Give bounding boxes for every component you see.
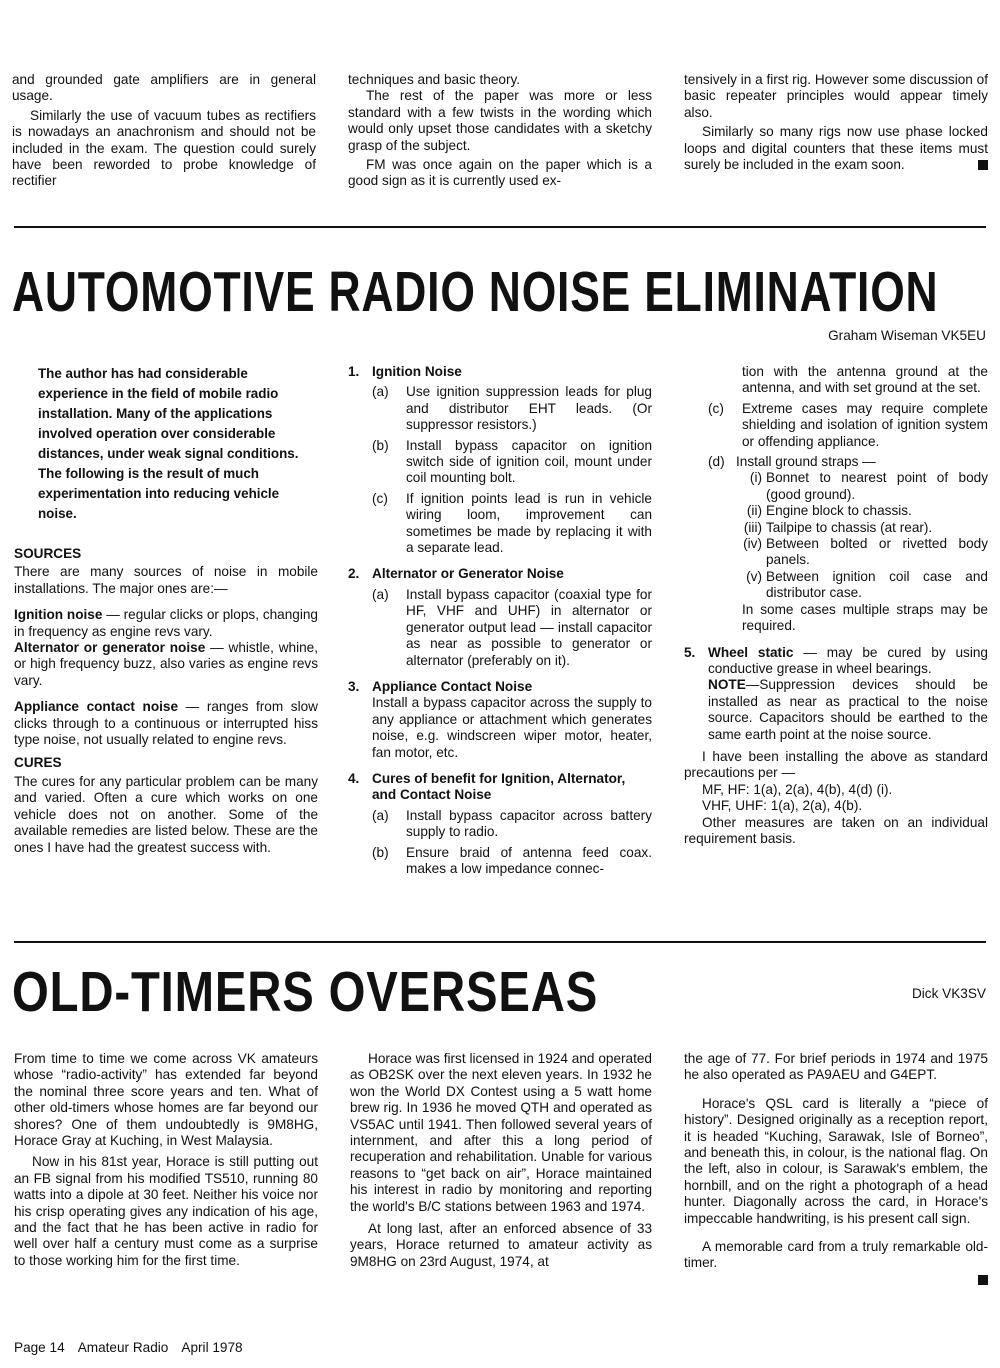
- article1-column-3: [684, 364, 988, 847]
- ground-strap-item: (ii) Engine block to chassis.: [746, 503, 912, 519]
- paragraph: Horace was first licensed in 1924 and operated as OB2SK over the next eleven years. In 1932 he won the World DX Contest using a 5 watt home brew rig. In 1936 he moved QTH and operated as VS5AC until 1941. Then followed several years of internment, and after this a long period of recuperation and rehabilitation. Unable for various reasons to “get back on air”, Horace maintained his interest in radio by monitoring and reporting the world's B/C stations between 1963 and 1974.: [350, 1051, 652, 1214]
- top-column-3: [684, 72, 988, 173]
- cure-item-4b-continued: tion with the antenna ground at the antenna, and with set ground at the set.: [742, 364, 988, 396]
- article-intro: The author has had considerable experience in the field of mobile radio installation. Many of the applications involved operation over considerable distances, under weak signal conditions. The following is the result of much experimentation into reducing vehicle noise.: [38, 366, 299, 521]
- ground-strap-list: [684, 470, 988, 601]
- definition: — ranges from slow clicks through to a continuous or interrupted hiss type noise, not usually related to engine revs.: [14, 699, 318, 748]
- article-byline: Dick VK3SV: [911, 986, 986, 1001]
- definition: — regular clicks or plops, changing in frequency as engine revs vary.: [14, 607, 318, 639]
- paragraph: At long last, after an enforced absence of 33 years, Horace returned to amateur activity as 9M8HG on 23rd August, 1974, at: [350, 1221, 652, 1269]
- paragraph: Other measures are taken on an individual requirement basis.: [684, 814, 988, 846]
- section-divider: [14, 941, 986, 943]
- precaution-line-vhf-uhf: VHF, UHF: 1(a), 2(a), 4(b).: [702, 798, 863, 814]
- article2-column-1: [14, 1051, 318, 1269]
- paragraph-text: Similarly so many rigs now use phase locked loops and digital counters that these items must surely be included in the exam soon.: [684, 124, 988, 173]
- cure-item-4c: (c) Extreme cases may require complete shielding and isolation of ignition system or offending appliance.: [708, 400, 988, 449]
- paragraph: The cures for any particular problem can be many and varied. Often a cure which works on one vehicle does not on another. Some of the available remedies are listed below. These are the ones I have had the greatest success with.: [14, 773, 318, 855]
- issue-date: April 1978: [181, 1340, 243, 1355]
- term: Appliance contact noise: [14, 699, 179, 715]
- cure-item-2-heading: 2. Alternator or Generator Noise: [348, 566, 564, 582]
- paragraph: From time to time we come across VK amateurs whose “radio-activity” has extended far beyond the nominal three score years and ten. What of other old-timers whose homes are far beyond our shores? One of them undoubtedly is 9M8HG, Horace Gray at Kuching, in West Malaysia.: [14, 1051, 318, 1149]
- paragraph: [684, 1239, 988, 1272]
- definition: — whistle, whine, or high frequency buzz, also varies as engine revs vary.: [14, 640, 318, 688]
- cure-item-4b: (b) Ensure braid of antenna feed coax. makes a low impedance connec-: [372, 844, 652, 876]
- top-column-1: [12, 72, 316, 190]
- section-divider: [14, 226, 986, 228]
- end-of-article-mark: [978, 160, 988, 170]
- term: Alternator or generator noise: [14, 640, 206, 656]
- paragraph: There are many sources of noise in mobile installations. The major ones are:—: [14, 564, 318, 596]
- paragraph: Now in his 81st year, Horace is still putting out an FB signal from his modified TS510, running 80 watts into a dipole at 30 feet. Neither his voice nor his crisp operating gives any indication of his age, and the fact that he has been active in radio for well over half a century must come as a surprise to those working him for the first time.: [14, 1154, 318, 1268]
- noise-definition-ignition: [14, 607, 318, 640]
- article-title: OLD-TIMERS OVERSEAS: [12, 960, 599, 1024]
- paragraph: Similarly the use of vacuum tubes as rectifiers is nowadays an anachronism and should not be included in the exam. The question could surely have been reworded to probe knowledge of rectifier: [12, 107, 316, 189]
- page-footer: [14, 1340, 253, 1356]
- cure-item-1b: (b) Install bypass capacitor on ignition switch side of ignition coil, mount under coil mounting bolt.: [372, 437, 652, 486]
- cure-item-4a: (a) Install bypass capacitor across battery supply to radio.: [372, 807, 652, 840]
- paragraph: techniques and basic theory.: [348, 72, 521, 87]
- cure-item-4d: (d) Install ground straps —: [708, 454, 876, 470]
- article2-column-3: [684, 1051, 988, 1285]
- section-heading-cures: CURES: [14, 755, 62, 771]
- paragraph: FM was once again on the paper which is a good sign as it is currently used ex-: [348, 157, 652, 189]
- paragraph-text: A memorable card from a truly remarkable old-timer.: [684, 1239, 988, 1271]
- noise-definition-alternator: [14, 640, 318, 689]
- ground-strap-item: (iii) Tailpipe to chassis (at rear).: [743, 519, 933, 535]
- straps-note: In some cases multiple straps may be required.: [742, 601, 988, 634]
- paragraph: The rest of the paper was more or less standard with a few twists in the wording which would only upset those candidates with a sketchy grasp of the subject.: [348, 88, 652, 153]
- precaution-line-mf-hf: MF, HF: 1(a), 2(a), 4(b), 4(d) (i).: [702, 781, 893, 797]
- note-label: NOTE: [708, 677, 746, 693]
- paragraph: I have been installing the above as standard precautions per —: [684, 748, 988, 781]
- paragraph: and grounded gate amplifiers are in general usage.: [12, 72, 316, 104]
- cure-item-1-heading: 1. Ignition Noise: [348, 364, 462, 379]
- article1-column-1: [14, 364, 318, 856]
- cure-item-4-heading: 4. Cures of benefit for Ignition, Alternator, and Contact Noise: [348, 770, 626, 803]
- article-title: AUTOMOTIVE RADIO NOISE ELIMINATION: [12, 260, 939, 324]
- article2-column-2: [350, 1051, 652, 1270]
- cure-item-2a: (a) Install bypass capacitor (coaxial type for HF, VHF and UHF) in alternator or generator output lead — install capacitor as near as possible to generator or alternator (preferably on it).: [372, 586, 652, 668]
- term: Ignition noise: [14, 607, 103, 623]
- cure-item-3-heading: 3. Appliance Contact Noise: [348, 678, 533, 694]
- paragraph: tensively in a first rig. However some discussion of basic repeater principles would appear timely also.: [684, 72, 988, 120]
- end-of-article-mark: [978, 1275, 988, 1285]
- section-heading-sources: SOURCES: [14, 546, 82, 561]
- ground-strap-item: (v) Between ignition coil case and distributor case.: [746, 568, 988, 601]
- article1-column-2: [348, 364, 652, 877]
- top-column-2: [348, 72, 652, 190]
- paragraph: the age of 77. For brief periods in 1974 and 1975 he also operated as PA9AEU and G4EPT.: [684, 1051, 988, 1083]
- note-text: —Suppression devices should be installed as near as practical to the noise source. Capacitors should be earthed to the same earth point at the noise source.: [708, 677, 988, 742]
- cure-item-1a: (a) Use ignition suppression leads for plug and distributor EHT leads. (Or suppressor resistors.): [372, 384, 652, 433]
- page-number: Page 14: [14, 1340, 65, 1355]
- magazine-name: Amateur Radio: [77, 1340, 169, 1355]
- ground-strap-item: (i) Bonnet to nearest point of body (good ground).: [749, 470, 988, 502]
- paragraph: Horace's QSL card is literally a “piece of history”. Designed originally as a reception report, it is headed “Kuching, Sarawak, Isle of Borneo”, and beneath this, in colour, is the national flag. On the left, also in colour, is Sarawak's emblem, the hornbill, and on the right a photograph of a head hunter. Diagonally across the card, in Horace's impeccable handwriting, is his present call sign.: [684, 1095, 988, 1226]
- note: [684, 677, 988, 743]
- noise-definition-appliance: [14, 699, 318, 748]
- cure-item-1c: (c) If ignition points lead is run in vehicle wiring loom, improvement can sometimes be made by replacing it with a separate lead.: [372, 490, 652, 556]
- ground-strap-item: (iv) Between bolted or rivetted body panels.: [743, 536, 988, 568]
- paragraph: [684, 124, 988, 173]
- cure-item-3-text: Install a bypass capacitor across the supply to any appliance or attachment which generates noise, e.g. windscreen wiper motor, heater, fan motor, etc.: [372, 695, 652, 760]
- article-byline: Graham Wiseman VK5EU: [828, 328, 986, 343]
- cure-item-5: 5. Wheel static — may be cured by using conductive grease in wheel bearings.: [684, 644, 988, 676]
